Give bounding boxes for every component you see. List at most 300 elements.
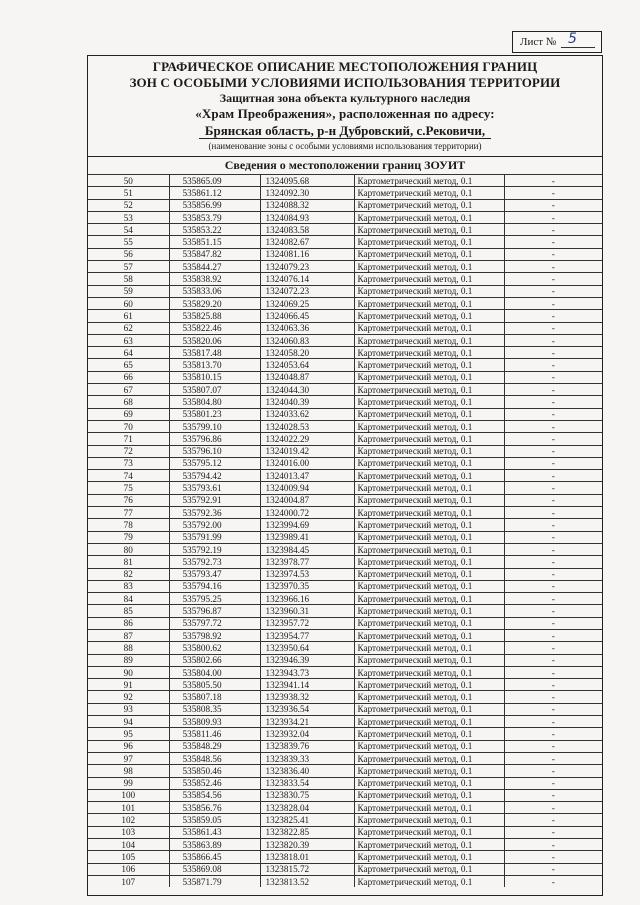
accuracy-note-cell: -: [504, 322, 602, 334]
method-cell: Картометрический метод, 0.1: [354, 285, 504, 297]
table-row: [88, 531, 602, 543]
table-row: [88, 556, 602, 568]
point-number-cell: 84: [88, 593, 169, 605]
coord-y-cell: 1323994.69: [260, 519, 354, 531]
point-number-cell: 105: [88, 851, 169, 863]
coord-x-cell: 535865.09: [169, 175, 260, 187]
point-number-cell: 106: [88, 863, 169, 875]
table-row: [88, 703, 602, 715]
accuracy-note-cell: -: [504, 802, 602, 814]
title-line-1: ГРАФИЧЕСКОЕ ОПИСАНИЕ МЕСТОПОЛОЖЕНИЯ ГРАНИЦ: [152, 59, 538, 74]
table-row: [88, 224, 602, 236]
coord-y-cell: 1323943.73: [260, 666, 354, 678]
point-number-cell: 75: [88, 482, 169, 494]
coord-x-cell: 535799.10: [169, 420, 260, 432]
accuracy-note-cell: -: [504, 654, 602, 666]
coord-y-cell: 1323839.33: [260, 752, 354, 764]
accuracy-note-cell: -: [504, 765, 602, 777]
point-number-cell: 63: [88, 334, 169, 346]
point-number-cell: 101: [88, 802, 169, 814]
point-number-cell: 60: [88, 297, 169, 309]
accuracy-note-cell: -: [504, 851, 602, 863]
point-number-cell: 73: [88, 457, 169, 469]
document-frame: [87, 55, 603, 896]
point-number-cell: 95: [88, 728, 169, 740]
table-row: [88, 248, 602, 260]
point-number-cell: 62: [88, 322, 169, 334]
coord-x-cell: 535800.62: [169, 642, 260, 654]
method-cell: Картометрический метод, 0.1: [354, 507, 504, 519]
coord-x-cell: 535804.80: [169, 396, 260, 408]
table-row: [88, 187, 602, 199]
coord-x-cell: 535853.22: [169, 224, 260, 236]
coordinates-table: [88, 174, 602, 887]
coord-x-cell: 535795.25: [169, 593, 260, 605]
title-line-2: ЗОН С ОСОБЫМИ УСЛОВИЯМИ ИСПОЛЬЗОВАНИЯ ТЕРРИТОРИИ: [129, 75, 561, 90]
coord-x-cell: 535809.93: [169, 716, 260, 728]
coord-x-cell: 535792.73: [169, 556, 260, 568]
method-cell: Картометрический метод, 0.1: [354, 617, 504, 629]
coord-y-cell: 1323978.77: [260, 556, 354, 568]
coord-y-cell: 1324019.42: [260, 445, 354, 457]
table-row: [88, 457, 602, 469]
method-cell: Картометрический метод, 0.1: [354, 851, 504, 863]
method-cell: Картометрический метод, 0.1: [354, 728, 504, 740]
coord-x-cell: 535859.05: [169, 814, 260, 826]
coord-x-cell: 535854.56: [169, 789, 260, 801]
table-row: [88, 285, 602, 297]
coord-x-cell: 535869.08: [169, 863, 260, 875]
sheet-number-underline: [561, 47, 595, 48]
coord-y-cell: 1323957.72: [260, 617, 354, 629]
accuracy-note-cell: -: [504, 175, 602, 187]
coord-y-cell: 1323825.41: [260, 814, 354, 826]
method-cell: Картометрический метод, 0.1: [354, 322, 504, 334]
point-number-cell: 107: [88, 875, 169, 887]
accuracy-note-cell: -: [504, 482, 602, 494]
coord-x-cell: 535861.12: [169, 187, 260, 199]
coord-y-cell: 1324000.72: [260, 507, 354, 519]
method-cell: Картометрический метод, 0.1: [354, 666, 504, 678]
coord-y-cell: 1324016.00: [260, 457, 354, 469]
point-number-cell: 82: [88, 568, 169, 580]
accuracy-note-cell: -: [504, 814, 602, 826]
point-number-cell: 98: [88, 765, 169, 777]
point-number-cell: 100: [88, 789, 169, 801]
point-number-cell: 70: [88, 420, 169, 432]
table-row: [88, 211, 602, 223]
table-row: [88, 666, 602, 678]
table-row: [88, 261, 602, 273]
method-cell: Картометрический метод, 0.1: [354, 420, 504, 432]
coord-x-cell: 535813.70: [169, 359, 260, 371]
accuracy-note-cell: -: [504, 531, 602, 543]
accuracy-note-cell: -: [504, 187, 602, 199]
accuracy-note-cell: -: [504, 494, 602, 506]
table-row: [88, 605, 602, 617]
accuracy-note-cell: -: [504, 777, 602, 789]
coord-x-cell: 535847.82: [169, 248, 260, 260]
point-number-cell: 80: [88, 543, 169, 555]
coord-x-cell: 535851.15: [169, 236, 260, 248]
accuracy-note-cell: -: [504, 716, 602, 728]
table-row: [88, 679, 602, 691]
sheet-number: 5: [568, 31, 577, 47]
coord-y-cell: 1323950.64: [260, 642, 354, 654]
coord-x-cell: 535792.00: [169, 519, 260, 531]
coord-x-cell: 535792.36: [169, 507, 260, 519]
accuracy-note-cell: -: [504, 457, 602, 469]
method-cell: Картометрический метод, 0.1: [354, 556, 504, 568]
coord-y-cell: 1324044.30: [260, 384, 354, 396]
point-number-cell: 66: [88, 371, 169, 383]
accuracy-note-cell: -: [504, 408, 602, 420]
point-number-cell: 61: [88, 310, 169, 322]
method-cell: Картометрический метод, 0.1: [354, 740, 504, 752]
coord-x-cell: 535817.48: [169, 347, 260, 359]
point-number-cell: 68: [88, 396, 169, 408]
subtitle-line-1: Защитная зона объекта культурного наследия: [219, 91, 471, 105]
point-number-cell: 102: [88, 814, 169, 826]
method-cell: Картометрический метод, 0.1: [354, 199, 504, 211]
method-cell: Картометрический метод, 0.1: [354, 494, 504, 506]
coord-y-cell: 1323970.35: [260, 580, 354, 592]
coord-x-cell: 535853.79: [169, 211, 260, 223]
coord-y-cell: 1324066.45: [260, 310, 354, 322]
coord-y-cell: 1324076.14: [260, 273, 354, 285]
coord-x-cell: 535848.29: [169, 740, 260, 752]
coord-x-cell: 535794.16: [169, 580, 260, 592]
accuracy-note-cell: -: [504, 236, 602, 248]
method-cell: Картометрический метод, 0.1: [354, 445, 504, 457]
accuracy-note-cell: -: [504, 248, 602, 260]
zone-caption: (наименование зоны с особыми условиями использования территории): [208, 141, 482, 151]
coord-x-cell: 535811.46: [169, 728, 260, 740]
accuracy-note-cell: -: [504, 593, 602, 605]
table-row: [88, 789, 602, 801]
accuracy-note-cell: -: [504, 580, 602, 592]
coord-x-cell: 535863.89: [169, 839, 260, 851]
table-row: [88, 752, 602, 764]
coord-y-cell: 1323813.52: [260, 875, 354, 887]
coord-x-cell: 535825.88: [169, 310, 260, 322]
point-number-cell: 97: [88, 752, 169, 764]
coord-x-cell: 535801.23: [169, 408, 260, 420]
accuracy-note-cell: -: [504, 371, 602, 383]
coord-y-cell: 1324028.53: [260, 420, 354, 432]
accuracy-note-cell: -: [504, 396, 602, 408]
coord-y-cell: 1323966.16: [260, 593, 354, 605]
method-cell: Картометрический метод, 0.1: [354, 752, 504, 764]
document-header: [88, 56, 602, 152]
point-number-cell: 72: [88, 445, 169, 457]
accuracy-note-cell: -: [504, 261, 602, 273]
table-row: [88, 593, 602, 605]
point-number-cell: 74: [88, 470, 169, 482]
method-cell: Картометрический метод, 0.1: [354, 433, 504, 445]
point-number-cell: 83: [88, 580, 169, 592]
address: Брянская область, р-н Дубровский, с.Рековичи,: [199, 123, 491, 139]
accuracy-note-cell: -: [504, 543, 602, 555]
point-number-cell: 50: [88, 175, 169, 187]
accuracy-note-cell: -: [504, 826, 602, 838]
method-cell: Картометрический метод, 0.1: [354, 384, 504, 396]
method-cell: Картометрический метод, 0.1: [354, 248, 504, 260]
point-number-cell: 99: [88, 777, 169, 789]
coord-y-cell: 1323815.72: [260, 863, 354, 875]
point-number-cell: 54: [88, 224, 169, 236]
coord-y-cell: 1324022.29: [260, 433, 354, 445]
table-row: [88, 322, 602, 334]
method-cell: Картометрический метод, 0.1: [354, 519, 504, 531]
coord-x-cell: 535796.10: [169, 445, 260, 457]
point-number-cell: 103: [88, 826, 169, 838]
table-row: [88, 654, 602, 666]
point-number-cell: 96: [88, 740, 169, 752]
method-cell: Картометрический метод, 0.1: [354, 789, 504, 801]
point-number-cell: 87: [88, 629, 169, 641]
accuracy-note-cell: -: [504, 310, 602, 322]
accuracy-note-cell: -: [504, 789, 602, 801]
point-number-cell: 77: [88, 507, 169, 519]
point-number-cell: 56: [88, 248, 169, 260]
coord-y-cell: 1323839.76: [260, 740, 354, 752]
table-row: [88, 802, 602, 814]
coord-y-cell: 1323941.14: [260, 679, 354, 691]
table-row: [88, 580, 602, 592]
accuracy-note-cell: -: [504, 359, 602, 371]
table-row: [88, 396, 602, 408]
coord-x-cell: 535808.35: [169, 703, 260, 715]
coord-x-cell: 535802.66: [169, 654, 260, 666]
point-number-cell: 104: [88, 839, 169, 851]
point-number-cell: 85: [88, 605, 169, 617]
point-number-cell: 92: [88, 691, 169, 703]
coord-y-cell: 1323833.54: [260, 777, 354, 789]
method-cell: Картометрический метод, 0.1: [354, 814, 504, 826]
method-cell: Картометрический метод, 0.1: [354, 875, 504, 887]
coord-y-cell: 1324083.58: [260, 224, 354, 236]
coord-y-cell: 1324048.87: [260, 371, 354, 383]
method-cell: Картометрический метод, 0.1: [354, 408, 504, 420]
method-cell: Картометрический метод, 0.1: [354, 826, 504, 838]
method-cell: Картометрический метод, 0.1: [354, 654, 504, 666]
method-cell: Картометрический метод, 0.1: [354, 629, 504, 641]
coord-x-cell: 535829.20: [169, 297, 260, 309]
table-row: [88, 433, 602, 445]
accuracy-note-cell: -: [504, 691, 602, 703]
coord-x-cell: 535791.99: [169, 531, 260, 543]
coord-x-cell: 535795.12: [169, 457, 260, 469]
coord-x-cell: 535822.46: [169, 322, 260, 334]
accuracy-note-cell: -: [504, 863, 602, 875]
accuracy-note-cell: -: [504, 642, 602, 654]
point-number-cell: 55: [88, 236, 169, 248]
coord-y-cell: 1324040.39: [260, 396, 354, 408]
point-number-cell: 57: [88, 261, 169, 273]
accuracy-note-cell: -: [504, 679, 602, 691]
coord-y-cell: 1324053.64: [260, 359, 354, 371]
accuracy-note-cell: -: [504, 285, 602, 297]
point-number-cell: 59: [88, 285, 169, 297]
method-cell: Картометрический метод, 0.1: [354, 211, 504, 223]
coord-y-cell: 1324088.32: [260, 199, 354, 211]
sheet-label: Лист №: [520, 36, 557, 48]
method-cell: Картометрический метод, 0.1: [354, 863, 504, 875]
coord-x-cell: 535804.00: [169, 666, 260, 678]
method-cell: Картометрический метод, 0.1: [354, 691, 504, 703]
table-row: [88, 543, 602, 555]
coord-x-cell: 535856.76: [169, 802, 260, 814]
point-number-cell: 93: [88, 703, 169, 715]
method-cell: Картометрический метод, 0.1: [354, 175, 504, 187]
coord-y-cell: 1323822.85: [260, 826, 354, 838]
accuracy-note-cell: -: [504, 224, 602, 236]
table-row: [88, 851, 602, 863]
accuracy-note-cell: -: [504, 519, 602, 531]
coord-y-cell: 1324081.16: [260, 248, 354, 260]
coord-y-cell: 1323932.04: [260, 728, 354, 740]
table-row: [88, 175, 602, 187]
accuracy-note-cell: -: [504, 445, 602, 457]
point-number-cell: 78: [88, 519, 169, 531]
method-cell: Картометрический метод, 0.1: [354, 297, 504, 309]
coord-y-cell: 1324072.23: [260, 285, 354, 297]
method-cell: Картометрический метод, 0.1: [354, 716, 504, 728]
accuracy-note-cell: -: [504, 568, 602, 580]
method-cell: Картометрический метод, 0.1: [354, 531, 504, 543]
method-cell: Картометрический метод, 0.1: [354, 470, 504, 482]
accuracy-note-cell: -: [504, 273, 602, 285]
section-title: Сведения о местоположении границ ЗОУИТ: [88, 156, 602, 174]
coord-y-cell: 1324084.93: [260, 211, 354, 223]
method-cell: Картометрический метод, 0.1: [354, 396, 504, 408]
method-cell: Картометрический метод, 0.1: [354, 187, 504, 199]
coord-y-cell: 1324092.30: [260, 187, 354, 199]
coord-x-cell: 535844.27: [169, 261, 260, 273]
table-row: [88, 691, 602, 703]
method-cell: Картометрический метод, 0.1: [354, 543, 504, 555]
point-number-cell: 89: [88, 654, 169, 666]
method-cell: Картометрический метод, 0.1: [354, 765, 504, 777]
table-row: [88, 863, 602, 875]
coord-x-cell: 535833.06: [169, 285, 260, 297]
accuracy-note-cell: -: [504, 839, 602, 851]
coord-y-cell: 1323818.01: [260, 851, 354, 863]
subtitle-line-2: «Храм Преображения», расположенная по адресу:: [195, 106, 495, 121]
coord-y-cell: 1323938.32: [260, 691, 354, 703]
table-row: [88, 273, 602, 285]
coord-x-cell: 535807.07: [169, 384, 260, 396]
sheet-number-box: [512, 31, 602, 53]
coord-y-cell: 1323934.21: [260, 716, 354, 728]
coord-x-cell: 535871.79: [169, 875, 260, 887]
coord-y-cell: 1323974.53: [260, 568, 354, 580]
table-row: [88, 642, 602, 654]
accuracy-note-cell: -: [504, 629, 602, 641]
table-row: [88, 839, 602, 851]
accuracy-note-cell: -: [504, 875, 602, 887]
coord-y-cell: 1323820.39: [260, 839, 354, 851]
accuracy-note-cell: -: [504, 384, 602, 396]
table-row: [88, 236, 602, 248]
coord-x-cell: 535807.18: [169, 691, 260, 703]
coord-x-cell: 535861.43: [169, 826, 260, 838]
table-row: [88, 826, 602, 838]
table-row: [88, 470, 602, 482]
coord-y-cell: 1324060.83: [260, 334, 354, 346]
accuracy-note-cell: -: [504, 740, 602, 752]
method-cell: Картометрический метод, 0.1: [354, 679, 504, 691]
accuracy-note-cell: -: [504, 703, 602, 715]
method-cell: Картометрический метод, 0.1: [354, 457, 504, 469]
table-row: [88, 494, 602, 506]
table-row: [88, 297, 602, 309]
point-number-cell: 91: [88, 679, 169, 691]
coord-y-cell: 1323828.04: [260, 802, 354, 814]
point-number-cell: 88: [88, 642, 169, 654]
table-row: [88, 334, 602, 346]
coord-x-cell: 535796.86: [169, 433, 260, 445]
coord-x-cell: 535793.47: [169, 568, 260, 580]
coord-y-cell: 1323946.39: [260, 654, 354, 666]
table-row: [88, 617, 602, 629]
table-row: [88, 568, 602, 580]
accuracy-note-cell: -: [504, 347, 602, 359]
coord-y-cell: 1323836.40: [260, 765, 354, 777]
coord-y-cell: 1324033.62: [260, 408, 354, 420]
accuracy-note-cell: -: [504, 433, 602, 445]
coord-y-cell: 1324009.94: [260, 482, 354, 494]
point-number-cell: 53: [88, 211, 169, 223]
method-cell: Картометрический метод, 0.1: [354, 568, 504, 580]
table-row: [88, 199, 602, 211]
coord-y-cell: 1323984.45: [260, 543, 354, 555]
method-cell: Картометрический метод, 0.1: [354, 482, 504, 494]
point-number-cell: 71: [88, 433, 169, 445]
point-number-cell: 51: [88, 187, 169, 199]
accuracy-note-cell: -: [504, 556, 602, 568]
method-cell: Картометрический метод, 0.1: [354, 371, 504, 383]
table-row: [88, 519, 602, 531]
point-number-cell: 76: [88, 494, 169, 506]
table-row: [88, 408, 602, 420]
coord-y-cell: 1324058.20: [260, 347, 354, 359]
method-cell: Картометрический метод, 0.1: [354, 334, 504, 346]
coord-x-cell: 535793.61: [169, 482, 260, 494]
point-number-cell: 65: [88, 359, 169, 371]
method-cell: Картометрический метод, 0.1: [354, 236, 504, 248]
coord-x-cell: 535838.92: [169, 273, 260, 285]
table-row: [88, 347, 602, 359]
coord-x-cell: 535848.56: [169, 752, 260, 764]
point-number-cell: 67: [88, 384, 169, 396]
table-row: [88, 384, 602, 396]
table-row: [88, 482, 602, 494]
method-cell: Картометрический метод, 0.1: [354, 777, 504, 789]
coord-x-cell: 535796.87: [169, 605, 260, 617]
method-cell: Картометрический метод, 0.1: [354, 703, 504, 715]
coord-y-cell: 1323936.54: [260, 703, 354, 715]
coord-y-cell: 1324004.87: [260, 494, 354, 506]
accuracy-note-cell: -: [504, 605, 602, 617]
method-cell: Картометрический метод, 0.1: [354, 593, 504, 605]
accuracy-note-cell: -: [504, 507, 602, 519]
coord-x-cell: 535792.91: [169, 494, 260, 506]
coord-x-cell: 535805.50: [169, 679, 260, 691]
accuracy-note-cell: -: [504, 617, 602, 629]
table-row: [88, 728, 602, 740]
